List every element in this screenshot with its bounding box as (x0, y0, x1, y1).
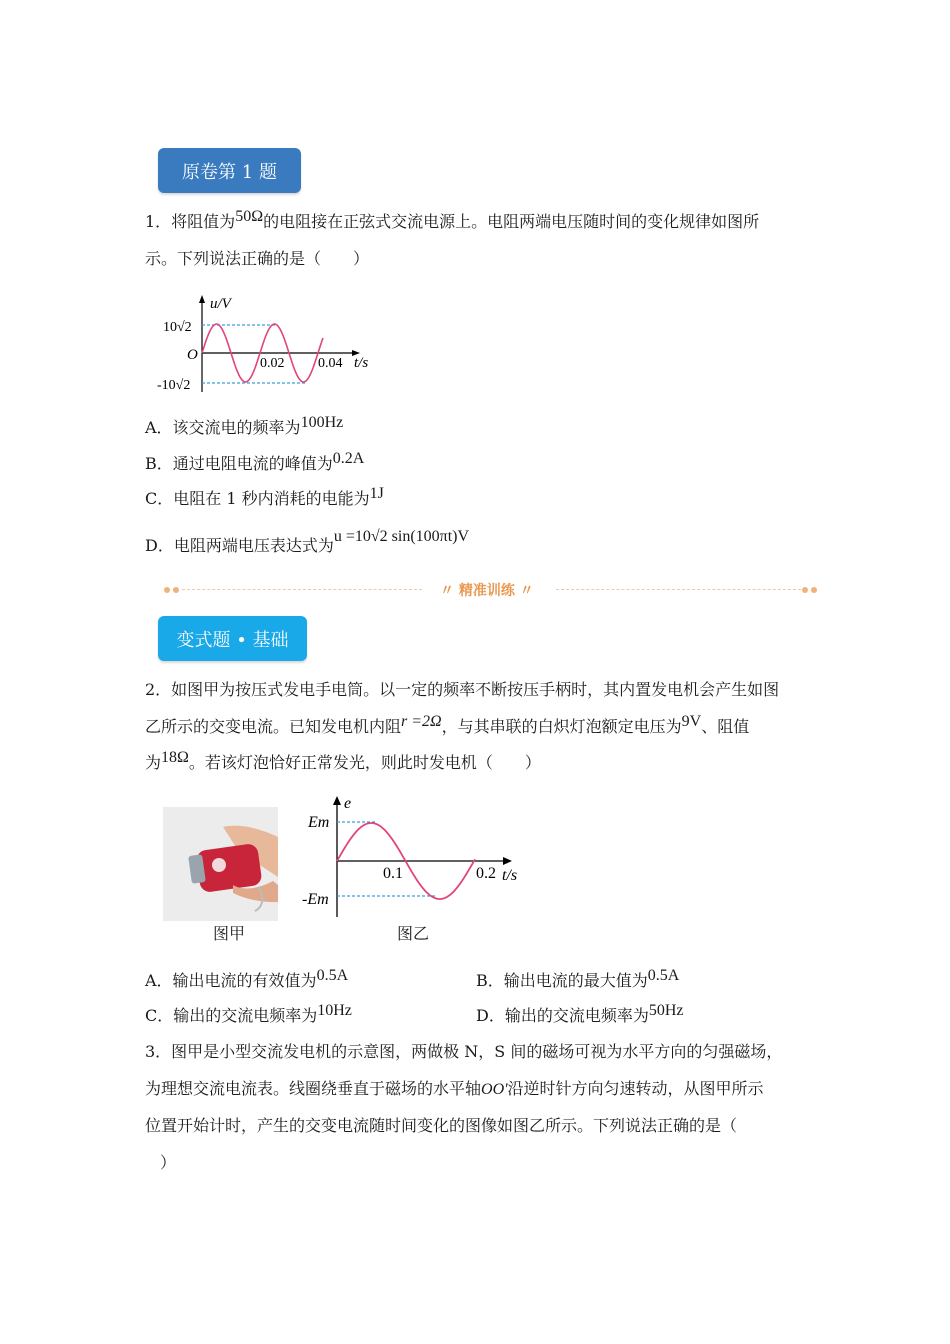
q2-bulb-resistance: 18Ω (161, 749, 189, 766)
q2-x-tick-1: 0.1 (383, 865, 403, 882)
q2-x-label: t/s (502, 867, 518, 884)
divider-line-right (556, 589, 801, 590)
q2-option-d[interactable]: D．输出的交流电频率为50Hz (476, 1002, 684, 1025)
q1-y-top: 10√2 (163, 320, 192, 335)
q1-option-b[interactable]: B．通过电阻电流的峰值为0.2A (145, 450, 365, 473)
fig-yi-caption: 图乙 (397, 924, 430, 943)
q1-voltage-graph (155, 292, 385, 397)
q3-line2: 为理想交流电流表。线圈绕垂直于磁场的水平轴OO'沿逆时针方向匀速转动，从图甲所示 (145, 1079, 764, 1098)
original-question-tag (158, 148, 301, 193)
flashlight-photo (163, 807, 278, 921)
q1-origin: O (187, 347, 198, 363)
q3-line1: 3．图甲是小型交流发电机的示意图，两做极 N，S 间的磁场可视为水平方向的匀强磁场， (145, 1042, 783, 1061)
q3-axis: OO' (481, 1081, 508, 1098)
q1-x-label: t/s (354, 355, 369, 371)
q2-option-b[interactable]: B．输出电流的最大值为0.5A (476, 967, 680, 990)
q2-option-c[interactable]: C．输出的交流电频率为10Hz (145, 1002, 352, 1025)
divider-dot-right-2 (811, 587, 817, 593)
q2-em-label: Em (308, 814, 330, 831)
q1-y-label: u/V (210, 296, 231, 312)
q1-x-tick-2: 0.04 (318, 356, 343, 371)
divider-dot-left-2 (173, 587, 179, 593)
q2-line3: 为18Ω。若该灯泡恰好正常发光，则此时发电机（ ） (145, 749, 541, 772)
divider-dot-right (802, 587, 808, 593)
q2-y-label: e (344, 795, 352, 812)
q2-internal-resistance: r =2Ω (401, 713, 442, 730)
q2-neg-em-label: -Em (302, 891, 329, 908)
divider-mark-right-icon: 〃 (519, 583, 534, 599)
q1-line2: 示。下列说法正确的是（ ） (145, 249, 370, 268)
q2-line1: 2．如图甲为按压式发电手电筒。以一定的频率不断按压手柄时，其内置发电机会产生如图 (145, 680, 780, 699)
divider-mark-left-icon: 〃 (440, 583, 454, 599)
divider-dot-left (164, 587, 170, 593)
q2-emf-graph (300, 792, 530, 922)
variant-basic-tag (158, 616, 307, 661)
q2-option-a[interactable]: A．输出电流的有效值为0.5A (145, 967, 349, 990)
fig-jia-caption: 图甲 (213, 924, 246, 943)
q3-line3: 位置开始计时，产生的交变电流随时间变化的图像如图乙所示。下列说法正确的是（ (145, 1116, 738, 1135)
q2-x-tick-2: 0.2 (476, 865, 496, 882)
variant-basic-tag-label: 变式题 • 基础 (176, 629, 289, 651)
divider-label: 〃 精准训练 〃 (440, 583, 534, 599)
q1-line1: 1．将阻值为50Ω的电阻接在正弦式交流电源上。电阻两端电压随时间的变化规律如图所 (145, 208, 760, 231)
q1-y-bottom: -10√2 (157, 378, 191, 393)
q2-line2: 乙所示的交变电流。已知发电机内阻r =2Ω，与其串联的白炽灯泡额定电压为9V、阻值 (145, 713, 750, 736)
hand-flashlight-icon (163, 807, 278, 921)
q1-x-tick-1: 0.02 (260, 356, 285, 371)
q1-option-c[interactable]: C．电阻在 1 秒内消耗的电能为1J (145, 485, 384, 508)
q1-resistance: 50Ω (235, 208, 264, 225)
q1-option-a[interactable]: A．该交流电的频率为100Hz (145, 414, 344, 437)
q3-line4: ） (160, 1153, 177, 1172)
q2-rated-voltage: 9V (681, 713, 702, 730)
original-question-tag-label: 原卷第 1 题 (182, 161, 277, 183)
divider-line-left (182, 589, 422, 590)
q1-option-d[interactable]: D．电阻两端电压表达式为u =10√2 sin(100πt)V (145, 528, 470, 555)
